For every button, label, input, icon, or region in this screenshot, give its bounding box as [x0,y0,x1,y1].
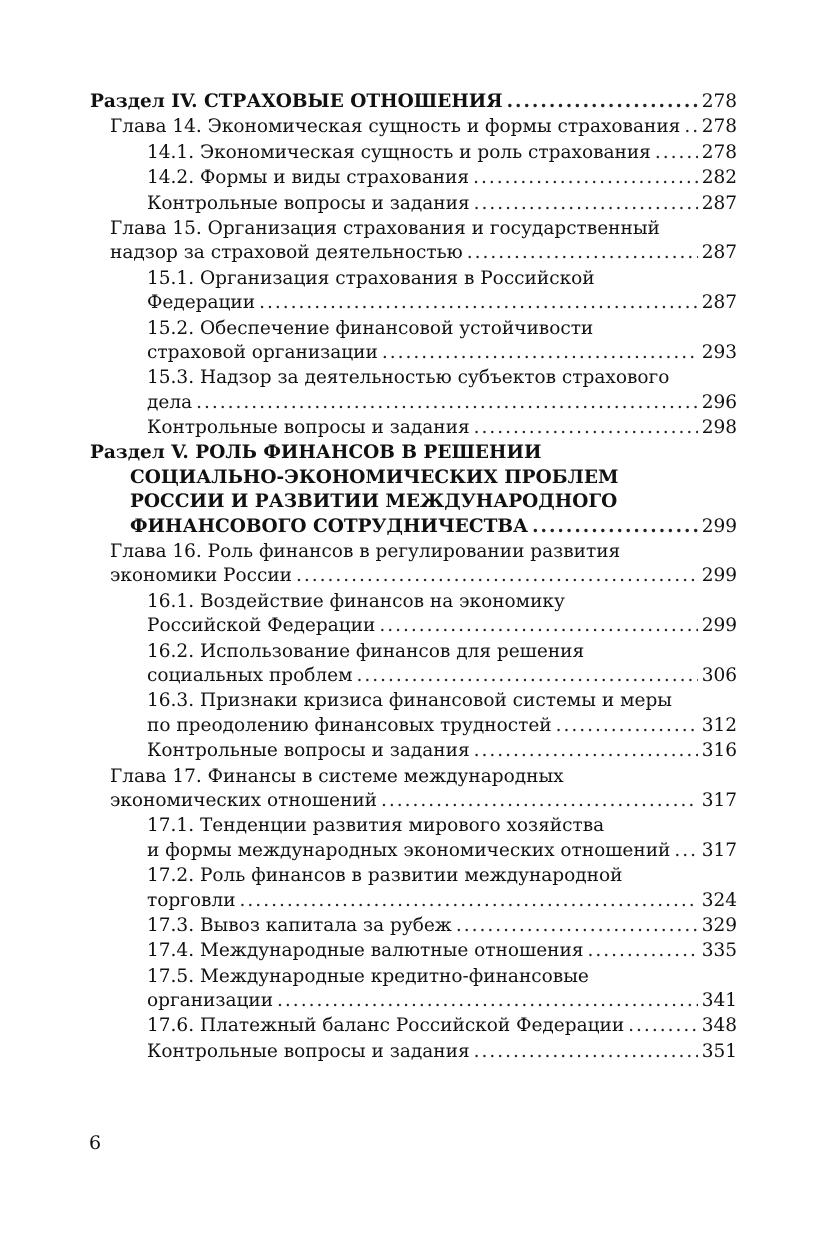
table-of-contents [90,90,737,1065]
toc-page-number: 341 [701,990,737,1012]
dot-leader [379,614,697,638]
dot-leader [507,90,698,114]
toc-page-number: 296 [701,391,737,413]
toc-entry-title: 16.1. Воздействие финансов на экономику [147,590,565,612]
page-number: 6 [89,1132,102,1154]
dot-leader [296,564,698,588]
toc-subsection-entry [90,416,737,440]
toc-subsection-entry [90,640,737,689]
toc-entry-title: 16.3. Признаки кризиса финансовой системы и меры [147,690,673,712]
toc-entry-title: 15.1. Организация страхования в Российской [147,267,595,289]
toc-entry-title: Контрольные вопросы и задания [147,192,470,214]
toc-entry-title: экономических отношений [110,789,377,811]
toc-subsection-entry [90,1040,737,1064]
toc-entry-title: РОССИИ И РАЗВИТИИ МЕЖДУНАРОДНОГО [130,491,618,513]
dot-leader [556,714,698,738]
toc-chapter-entry [90,115,737,139]
toc-entry-title: 17.1. Тенденции развития мирового хозяйства [147,815,605,837]
toc-subsection-entry [90,939,737,963]
dot-leader [240,889,698,913]
dot-leader [381,789,698,813]
toc-page-number: 293 [701,341,737,363]
toc-subsection-entry [90,1014,737,1038]
toc-subsection-entry [90,739,737,763]
toc-page-number: 298 [701,417,737,439]
toc-entry-title: по преодолению финансовых трудностей [147,714,552,736]
toc-page-number: 287 [701,242,737,264]
dot-leader [474,416,698,440]
toc-entry-title: 14.2. Формы и виды страхования [147,167,470,189]
toc-page-number: 278 [701,91,737,112]
toc-subsection-entry [90,590,737,639]
toc-page-number: 299 [701,615,737,637]
dot-leader [474,739,698,763]
toc-entry-title: 17.5. Международные кредитно-финансовые [147,965,589,987]
dot-leader [474,1040,698,1064]
toc-page-number: 287 [701,192,737,214]
toc-entry-title: 17.6. Платежный баланс Российской Федерации [147,1015,625,1037]
toc-entry-title: 17.2. Роль финансов в развитии международной [147,865,623,887]
toc-entry-title: 14.1. Экономическая сущность и роль страхования [147,141,651,163]
toc-entry-title: Глава 16. Роль финансов в регулировании развития [110,541,621,563]
toc-entry-title: надзор за страховой деятельностью [110,242,463,264]
toc-page-number: 278 [701,141,737,163]
toc-entry-title: ФИНАНСОВОГО СОТРУДНИЧЕСТВА [130,515,529,537]
toc-section-entry [90,90,737,114]
toc-page-number: 287 [701,292,737,314]
dot-leader [628,1014,698,1038]
toc-entry-title: Раздел IV. СТРАХОВЫЕ ОТНОШЕНИЯ [90,91,503,112]
toc-subsection-entry [90,141,737,165]
toc-entry-title: 17.4. Международные валютные отношения [147,940,584,962]
dot-leader [532,515,698,539]
toc-subsection-entry [90,814,737,863]
toc-entry-title: 15.3. Надзор за деятельностью субъектов страхового [147,367,670,389]
toc-entry-title: дела [147,391,193,413]
toc-chapter-entry [90,217,737,266]
toc-section-entry [90,441,737,539]
toc-subsection-entry [90,366,737,415]
toc-subsection-entry [90,192,737,216]
toc-entry-title: Контрольные вопросы и задания [147,1040,470,1062]
dot-leader [473,166,698,190]
toc-entry-title: Раздел V. РОЛЬ ФИНАНСОВ В РЕШЕНИИ [90,442,542,464]
toc-entry-title: Российской Федерации [147,615,376,637]
toc-entry-title: 15.2. Обеспечение финансовой устойчивости [147,317,594,339]
toc-subsection-entry [90,965,737,1014]
dot-leader [357,664,698,688]
dot-leader [474,192,698,216]
toc-entry-title: страховой организации [147,341,378,363]
toc-page-number: 324 [701,889,737,911]
toc-entry-title: организации [147,990,274,1012]
dot-leader [382,341,698,365]
dot-leader [684,115,697,139]
toc-subsection-entry [90,267,737,316]
dot-leader [674,839,697,863]
toc-page-number: 317 [701,789,737,811]
toc-entry-title: экономики России [110,565,292,587]
toc-page-number: 299 [701,565,737,587]
toc-entry-title: Контрольные вопросы и задания [147,417,470,439]
toc-subsection-entry [90,864,737,913]
toc-page-number: 282 [701,167,737,189]
toc-page-number: 317 [701,839,737,861]
toc-subsection-entry [90,914,737,938]
toc-entry-title: Глава 15. Организация страхования и государственный [110,217,660,239]
dot-leader [467,241,698,265]
toc-page-number: 299 [701,515,737,537]
toc-chapter-entry [90,540,737,589]
toc-page-number: 312 [701,714,737,736]
dot-leader [456,914,698,938]
toc-page-number: 306 [701,664,737,686]
toc-subsection-entry [90,166,737,190]
toc-page-number: 335 [701,940,737,962]
dot-leader [277,989,698,1013]
toc-page-number: 348 [701,1015,737,1037]
dot-leader [588,939,698,963]
toc-page-number: 278 [701,116,737,138]
dot-leader [655,141,698,165]
toc-page-number: 316 [701,740,737,762]
toc-subsection-entry [90,317,737,366]
toc-entry-title: Глава 14. Экономическая сущность и формы страхования [110,116,681,138]
toc-entry-title: социальных проблем [147,664,353,686]
toc-entry-title: Контрольные вопросы и задания [147,740,470,762]
toc-page-number: 351 [701,1040,737,1062]
toc-entry-title: 16.2. Использование финансов для решения [147,640,585,662]
toc-entry-title: СОЦИАЛЬНО-ЭКОНОМИЧЕСКИХ ПРОБЛЕМ [130,466,619,488]
toc-entry-title: 17.3. Вывоз капитала за рубеж [147,914,452,936]
toc-subsection-entry [90,689,737,738]
dot-leader [259,291,698,315]
toc-entry-title: и формы международных экономических отношений [147,839,671,861]
dot-leader [196,391,698,415]
toc-entry-title: торговли [147,889,236,911]
toc-chapter-entry [90,765,737,814]
toc-page-number: 329 [701,914,737,936]
toc-entry-title: Федерации [147,292,256,314]
toc-entry-title: Глава 17. Финансы в системе международных [110,765,564,787]
